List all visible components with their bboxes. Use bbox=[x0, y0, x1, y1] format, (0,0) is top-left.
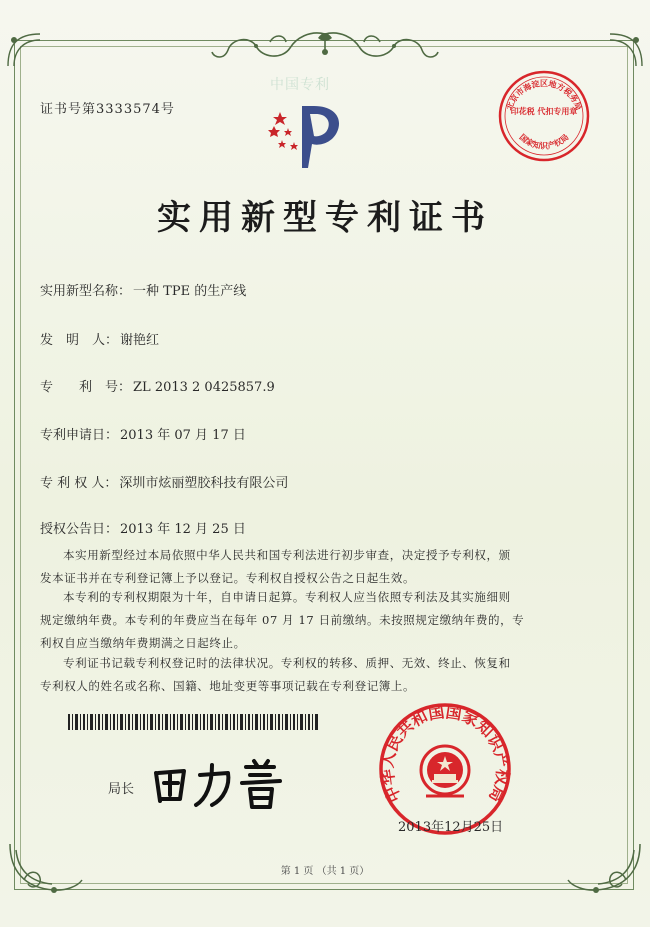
field-label: 专 利 权 人： bbox=[40, 476, 118, 491]
paragraph-line: 本实用新型经过本局依照中华人民共和国专利法进行初步审查，决定授予专利权，颁 bbox=[63, 548, 511, 562]
paragraph-line: 本专利的专利权期限为十年，自申请日起算。专利权人应当依照专利法及其实施细则 bbox=[63, 590, 511, 604]
corner-ornament-icon bbox=[4, 30, 44, 70]
director-label: 局长 bbox=[108, 782, 135, 797]
issue-date: 2013年12月25日 bbox=[398, 820, 504, 835]
patent-office-logo-icon bbox=[262, 96, 352, 176]
small-seal-bottom-text: 国家知识产权局 bbox=[517, 132, 571, 151]
tax-seal-stamp-icon bbox=[496, 68, 592, 164]
field-value: 谢艳红 bbox=[120, 333, 160, 348]
paragraph-line: 专利权人的姓名或名称、国籍、地址变更等事项记载在专利登记簿上。 bbox=[40, 679, 416, 693]
field-utility-model-name bbox=[40, 280, 246, 299]
paragraph-term-and-fees bbox=[40, 586, 560, 655]
top-ornament-icon bbox=[210, 28, 440, 68]
field-label: 专利申请日： bbox=[40, 428, 119, 443]
page-title: 实用新型专利证书 bbox=[157, 198, 493, 238]
paragraph-grant-decision bbox=[40, 544, 560, 590]
field-label: 授权公告日： bbox=[40, 522, 119, 537]
field-label: 专 利 号： bbox=[40, 380, 132, 395]
main-seal-arc-text: 中华人民共和国国家知识产权局 bbox=[377, 702, 513, 806]
field-value: 深圳市炫丽塑胶科技有限公司 bbox=[119, 476, 289, 491]
paragraph-legal-status bbox=[40, 652, 560, 698]
paragraph-line: 发本证书并在专利登记簿上予以登记。专利权自授权公告之日起生效。 bbox=[40, 571, 416, 585]
field-grant-date bbox=[40, 518, 246, 537]
small-seal-arc-text: 北京市海淀区地方税务局 bbox=[504, 78, 584, 112]
svg-text:国家知识产权局 bbox=[518, 132, 571, 151]
corner-ornament-icon bbox=[606, 30, 646, 70]
field-patentee bbox=[40, 472, 288, 491]
page-indicator: 第 1 页 （共 1 页） bbox=[280, 866, 370, 877]
field-label: 发 明 人： bbox=[40, 333, 119, 348]
barcode-icon bbox=[68, 714, 320, 730]
small-seal-center-text: 印花税 代扣专用章 bbox=[510, 107, 578, 116]
national-emblem-icon bbox=[421, 746, 469, 796]
field-value: 2013 年 07 月 17 日 bbox=[120, 428, 246, 443]
field-inventor bbox=[40, 329, 159, 348]
paragraph-line: 规定缴纳年费。本专利的年费应当在每年 07 月 17 日前缴纳。未按照规定缴纳年费的，专 bbox=[40, 613, 525, 627]
paragraph-line: 专利证书记载专利权登记时的法律状况。专利权的转移、质押、无效、终止、恢复和 bbox=[63, 656, 511, 670]
field-value: 2013 年 12 月 25 日 bbox=[120, 522, 246, 537]
watermark-text: 中国专利 bbox=[270, 77, 330, 93]
field-value: ZL 2013 2 0425857.9 bbox=[133, 380, 275, 395]
director-signature-icon bbox=[150, 755, 300, 815]
field-label: 实用新型名称： bbox=[40, 284, 132, 299]
paragraph-line: 利权自应当缴纳年费期满之日起终止。 bbox=[40, 636, 246, 650]
field-value: 一种 TPE 的生产线 bbox=[133, 284, 247, 299]
certificate-number: 证书号第3333574号 bbox=[40, 102, 175, 117]
field-patent-number bbox=[40, 376, 275, 395]
field-application-date bbox=[40, 424, 246, 443]
